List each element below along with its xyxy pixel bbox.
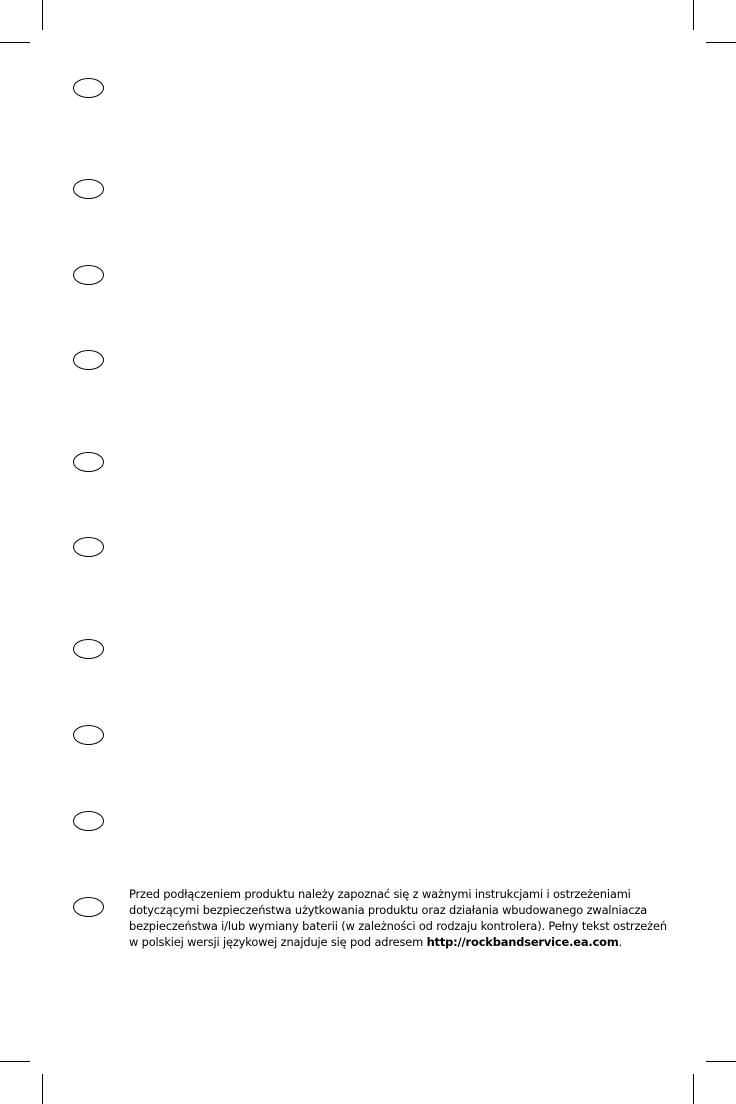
language-badge-5 (73, 452, 104, 472)
safety-notice-text: Przed podłączeniem produktu należy zapoznać się z ważnymi instrukcjami i ostrzeżeniami dotyczącymi bezpieczeństwa użytkowania produktu oraz działania wbudowanego zwalniacza bezpieczeństwa i/lub wymiany baterii (w zależności od rodzaju kontrolera). Pełny tekst ostrzeżeń w polskiej wersji językowej znajduje się pod adresem (129, 887, 667, 949)
language-badge-10 (73, 897, 104, 917)
language-badge-2 (73, 179, 104, 199)
language-badge-6 (73, 537, 104, 557)
language-badge-7 (73, 639, 104, 659)
crop-mark-bottom-left-vertical (42, 1074, 43, 1104)
safety-notice-polish (129, 886, 669, 950)
service-url-link[interactable]: http://rockbandservice.ea.com (426, 935, 619, 949)
safety-notice-end: . (618, 935, 623, 949)
crop-mark-top-right-horizontal (706, 42, 736, 43)
crop-mark-top-right-vertical (693, 0, 694, 30)
language-badge-4 (73, 350, 104, 370)
language-badge-1 (73, 78, 104, 98)
crop-mark-bottom-right-horizontal (706, 1061, 736, 1062)
crop-mark-top-left-horizontal (0, 42, 30, 43)
language-badge-9 (73, 811, 104, 831)
language-badge-8 (73, 725, 104, 745)
crop-mark-bottom-right-vertical (693, 1074, 694, 1104)
crop-mark-bottom-left-horizontal (0, 1061, 30, 1062)
language-badge-3 (73, 265, 104, 285)
crop-mark-top-left-vertical (42, 0, 43, 30)
